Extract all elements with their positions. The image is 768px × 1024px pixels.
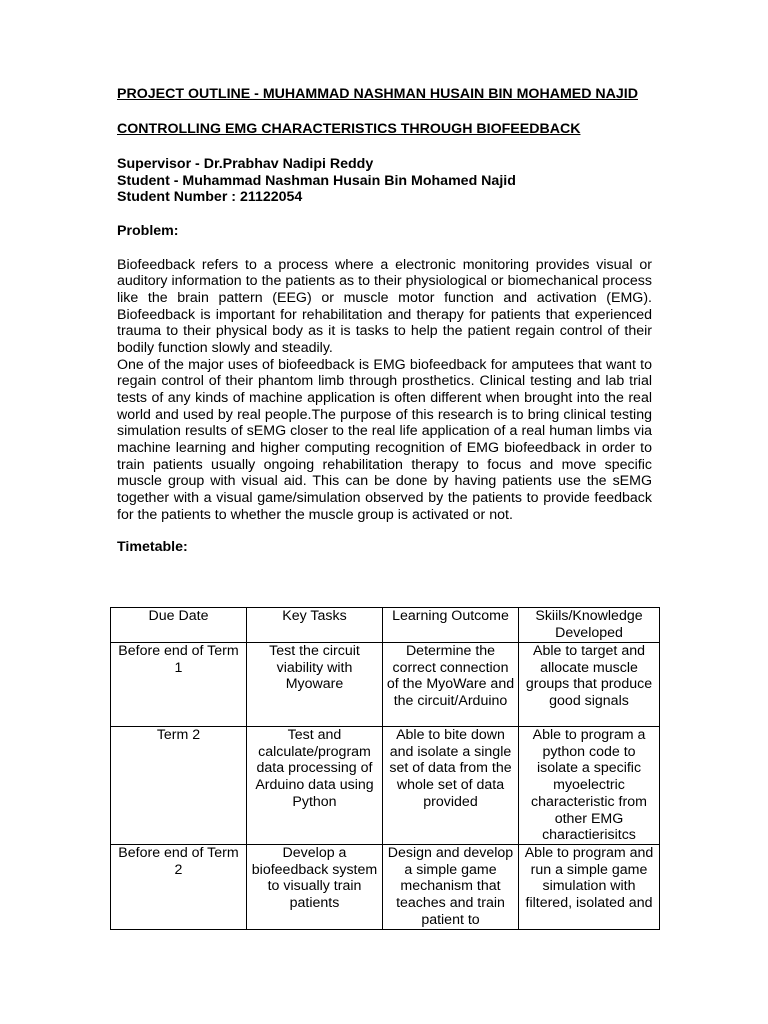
cell-learning-outcome: Design and develop a simple game mechanism that teaches and train patient to	[383, 845, 519, 930]
cell-skills: Able to target and allocate muscle groups that produce good signals	[519, 643, 660, 727]
timetable-heading: Timetable:	[117, 539, 188, 556]
project-title: CONTROLLING EMG CHARACTERISTICS THROUGH BIOFEEDBACK	[117, 121, 581, 137]
table-row	[111, 643, 660, 727]
header-cell-learning-outcome: Learning Outcome	[383, 608, 519, 643]
header-cell-key-tasks: Key Tasks	[247, 608, 383, 643]
supervisor-line: Supervisor - Dr.Prabhav Nadipi Reddy	[117, 156, 374, 172]
header-cell-due-date: Due Date	[111, 608, 247, 643]
cell-skills: Able to program a python code to isolate a specific myoelectric characteristic from other EMG charactierisitcs	[519, 727, 660, 845]
cell-due-date: Term 2	[111, 727, 247, 845]
table-row	[111, 845, 660, 930]
problem-heading: Problem:	[117, 222, 179, 239]
problem-paragraph-2: One of the major uses of biofeedback is EMG biofeedback for amputees that want to regain control of their phantom limb through prosthetics. Clinical testing and lab trial tests of any kinds of machine application is often different when brought into the real world and used by real people.The purpose of this research is to bring clinical testing simulation results of sEMG closer to the real life application of a real human limbs via machine learning and higher computing recognition of EMG biofeedback in order to train patients usually ongoing rehabilitation therapy to focus and move specific muscle group with visual aid. This can be done by having patients use the sEMG together with a visual game/simulation observed by the patients to provide feedback for the patients to whether the muscle group is activated or not.	[117, 356, 652, 523]
project-meta	[117, 156, 652, 206]
timetable-table	[110, 607, 660, 930]
table-row	[111, 727, 660, 845]
cell-due-date: Before end of Term 2	[111, 845, 247, 930]
header-cell-skills: Skiils/Knowledge Developed	[519, 608, 660, 643]
document-title: PROJECT OUTLINE - MUHAMMAD NASHMAN HUSAIN BIN MOHAMED NAJID	[117, 86, 638, 102]
problem-paragraph-1: Biofeedback refers to a process where a electronic monitoring provides visual or auditory information to the patients as to their physiological or biomechanical process like the brain pattern (EEG) or muscle motor function and activation (EMG). Biofeedback is important for rehabilitation and therapy for patients that experienced trauma to their physical body as it is tasks to help the patient regain control of their bodily function slowly and steadily.	[117, 256, 652, 357]
table-header-row	[111, 608, 660, 643]
cell-learning-outcome: Able to bite down and isolate a single set of data from the whole set of data provided	[383, 727, 519, 845]
cell-key-tasks: Test the circuit viability with Myoware	[247, 643, 383, 727]
document-page	[117, 86, 652, 556]
student-number-line: Student Number : 21122054	[117, 189, 303, 206]
cell-key-tasks: Test and calculate/program data processing of Arduino data using Python	[247, 727, 383, 845]
cell-due-date: Before end of Term 1	[111, 643, 247, 727]
cell-skills: Able to program and run a simple game simulation with filtered, isolated and	[519, 845, 660, 930]
cell-learning-outcome: Determine the correct connection of the MyoWare and the circuit/Arduino	[383, 643, 519, 727]
cell-key-tasks: Develop a biofeedback system to visually train patients	[247, 845, 383, 930]
student-line: Student - Muhammad Nashman Husain Bin Mohamed Najid	[117, 172, 516, 189]
